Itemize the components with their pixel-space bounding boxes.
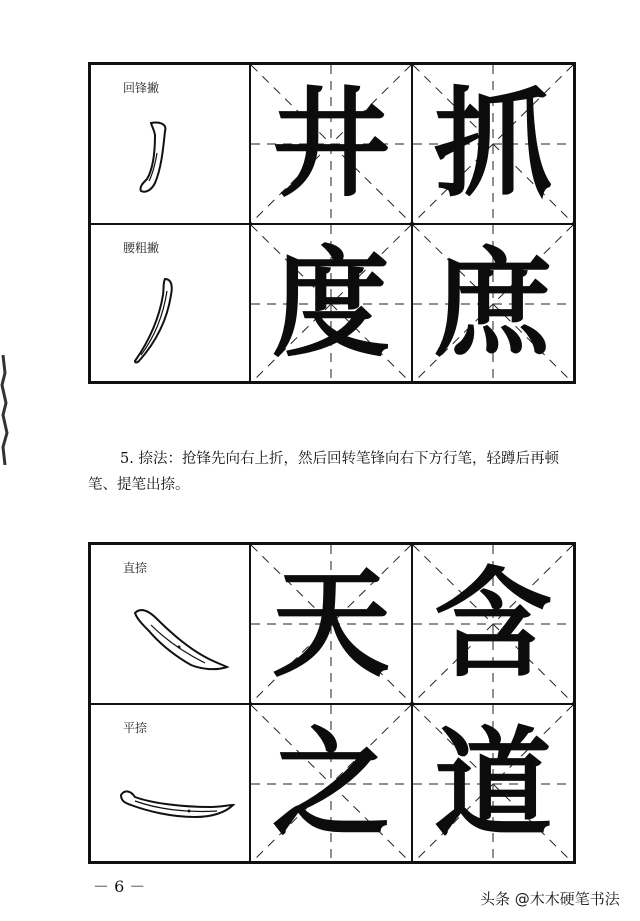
ping-na-stroke-drawing xyxy=(91,705,251,863)
zhi-na-stroke-drawing xyxy=(91,545,251,703)
paragraph-line: 笔、提笔出捺。 xyxy=(88,477,190,493)
grid-row xyxy=(91,703,573,863)
practice-character: 之 xyxy=(271,714,390,853)
stroke-method-paragraph xyxy=(88,446,588,498)
practice-grid-bottom xyxy=(88,542,576,864)
grid-row xyxy=(91,65,573,223)
hui-feng-pie-stroke-drawing xyxy=(91,65,251,223)
practice-character: 庶 xyxy=(433,234,552,373)
stroke-example-cell xyxy=(91,545,251,703)
practice-grid-top xyxy=(88,62,576,384)
practice-cell xyxy=(413,65,573,223)
paragraph-line: 5. 捺法：抢锋先向右上折，然后回转笔锋向右下方行笔，轻蹲后再顿 xyxy=(120,451,559,467)
stroke-name-label: 腰粗撇 xyxy=(123,241,160,255)
practice-character: 天 xyxy=(271,554,390,693)
practice-cell xyxy=(251,65,413,223)
practice-character: 井 xyxy=(271,74,390,213)
scan-edge-mark xyxy=(0,355,12,465)
grid-row xyxy=(91,223,573,383)
stroke-example-cell xyxy=(91,705,251,863)
practice-cell xyxy=(413,225,573,383)
yao-cu-pie-stroke-drawing xyxy=(91,225,251,383)
practice-character: 道 xyxy=(433,714,552,853)
practice-character: 度 xyxy=(271,234,390,373)
stroke-example-cell xyxy=(91,65,251,223)
stroke-name-label: 回锋撇 xyxy=(123,81,160,95)
practice-cell xyxy=(251,225,413,383)
practice-cell xyxy=(413,705,573,863)
practice-cell xyxy=(251,545,413,703)
stroke-name-label: 直捺 xyxy=(123,561,148,575)
grid-row xyxy=(91,545,573,703)
stroke-name-label: 平捺 xyxy=(123,721,148,735)
watermark: 头条 @木木硬笔书法 xyxy=(480,890,620,908)
page-number: － 6 － xyxy=(93,877,146,896)
practice-cell xyxy=(413,545,573,703)
practice-character: 含 xyxy=(433,554,552,693)
practice-cell xyxy=(251,705,413,863)
practice-character: 抓 xyxy=(433,74,552,213)
stroke-example-cell xyxy=(91,225,251,383)
